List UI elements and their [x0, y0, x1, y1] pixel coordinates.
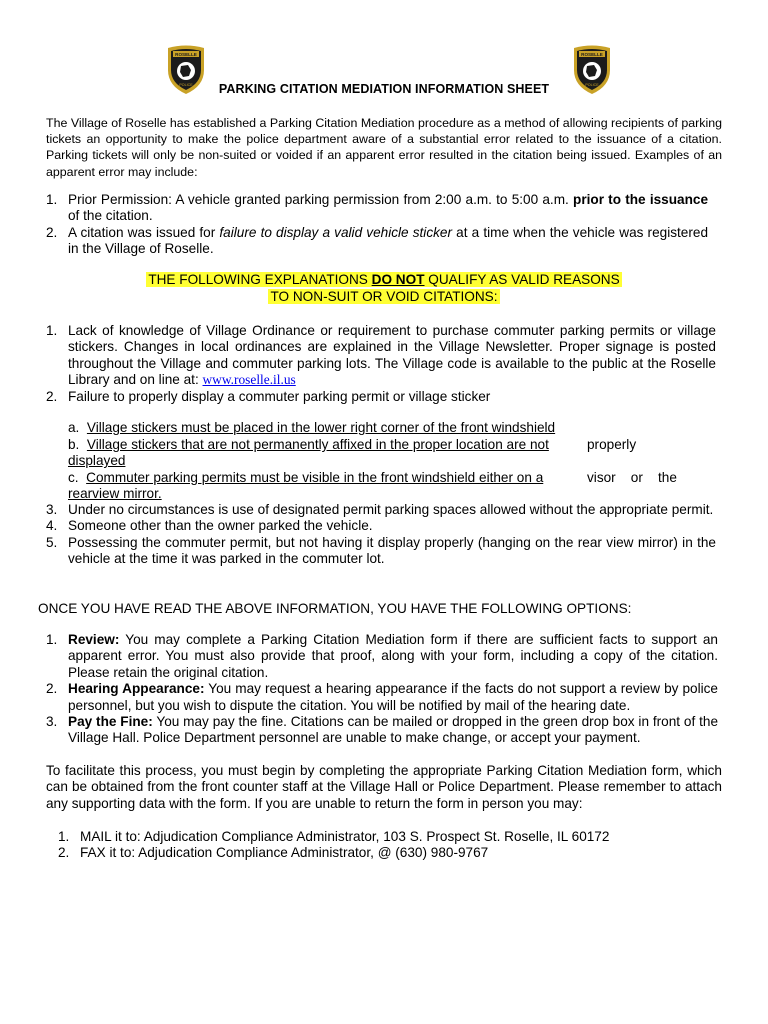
village-website-link[interactable]: www.roselle.il.us: [202, 372, 296, 388]
list-item: 3. Under no circumstances is use of designated permit parking spaces allowed without the appropriate permit.: [46, 502, 714, 517]
list-item: 4. Someone other than the owner parked the vehicle.: [46, 518, 373, 534]
list-item: 3. Pay the Fine: You may pay the fine. Citations can be mailed or dropped in the green drop box in front of the Village Hall. Police Department personnel are unable to make change, or accept your payment.: [46, 714, 719, 746]
facilitate-paragraph: To facilitate this process, you must begin by completing the appropriate Parking Citation Mediation form, which can be obtained from the front counter staff at the Village Hall or Police Department. Please remember to attach any supporting data with the form. If you are unable to return the form in person you may:: [46, 763, 722, 811]
list-item: 1. Review: You may complete a Parking Citation Mediation form if there are sufficient facts to support an apparent error. You must also provide that proof, along with your form, including a copy of the citation. Please retain the original citation.: [46, 632, 718, 680]
list-item: 1. Prior Permission: A vehicle granted parking permission from 2:00 a.m. to 5:00 a.m. prior to the issuance of the citation.: [46, 192, 709, 224]
invalid-reasons-list: [46, 323, 716, 405]
sub-item-b: b. Village stickers that are not permanently affixed in the proper location are not properly: [68, 437, 637, 452]
list-item: 2. FAX it to: Adjudication Compliance Administrator, @ (630) 980-9767: [58, 845, 489, 861]
contact-list: [58, 829, 698, 862]
svg-text:ROSELLE: ROSELLE: [581, 52, 603, 57]
list-item: 2. A citation was issued for failure to display a valid vehicle sticker at a time when the vehicle was registered in the Village of Roselle.: [46, 224, 709, 257]
valid-errors-list: [46, 192, 708, 258]
sub-item-c: c. Commuter parking permits must be visible in the front windshield either on a visor or the: [68, 470, 677, 485]
sub-item-a: a. Village stickers must be placed in the lower right corner of the front windshield: [68, 420, 556, 435]
options-heading: ONCE YOU HAVE READ THE ABOVE INFORMATION, YOU HAVE THE FOLLOWING OPTIONS:: [38, 601, 632, 616]
list-item: 2. Failure to properly display a commuter parking permit or village sticker: [46, 388, 491, 404]
invalid-reasons-notice: THE FOLLOWING EXPLANATIONS DO NOT QUALIFY AS VALID REASONS TO NON-SUIT OR VOID CITATIONS:: [148, 272, 620, 304]
sub-item-b-continued: displayed: [68, 453, 126, 468]
list-item: 1. MAIL it to: Adjudication Compliance Administrator, 103 S. Prospect St. Roselle, IL 60172: [58, 829, 610, 844]
intro-paragraph: The Village of Roselle has established a Parking Citation Mediation procedure as a method of allowing recipients of parking tickets an opportunity to make the police department aware of a substantial error related to the issuance of a citation. Parking tickets will only be non-suited or voided if an apparent error resulted in the citation being issued. Examples of an apparent error may include:: [46, 116, 722, 179]
invalid-reasons-list-continued: [46, 502, 716, 568]
list-item: 2. Hearing Appearance: You may request a hearing appearance if the facts do not support a review by police personnel, but you wish to dispute the citation. You will be notified by mail of the hearing date.: [46, 681, 718, 713]
options-list: [46, 632, 718, 747]
page-title: PARKING CITATION MEDIATION INFORMATION SHEET: [218, 82, 550, 96]
svg-text:POLICE: POLICE: [179, 83, 193, 87]
list-item: 1. Lack of knowledge of Village Ordinance or requirement to purchase commuter parking permits or village stickers. Changes in local ordinances are explained in the Village Newsletter. Proper signage is posted throughout the Village and commuter parking lots. The Village code is available to the public at the Roselle Library and on line at: www.roselle.il.us: [46, 323, 716, 388]
svg-text:ROSELLE: ROSELLE: [175, 52, 197, 57]
list-item: 5. Possessing the commuter permit, but not having it display properly (hanging on the rear view mirror) in the vehicle at the time it was parked in the commuter lot.: [46, 534, 716, 567]
svg-text:POLICE: POLICE: [585, 83, 599, 87]
sub-item-c-continued: rearview mirror.: [68, 486, 162, 501]
